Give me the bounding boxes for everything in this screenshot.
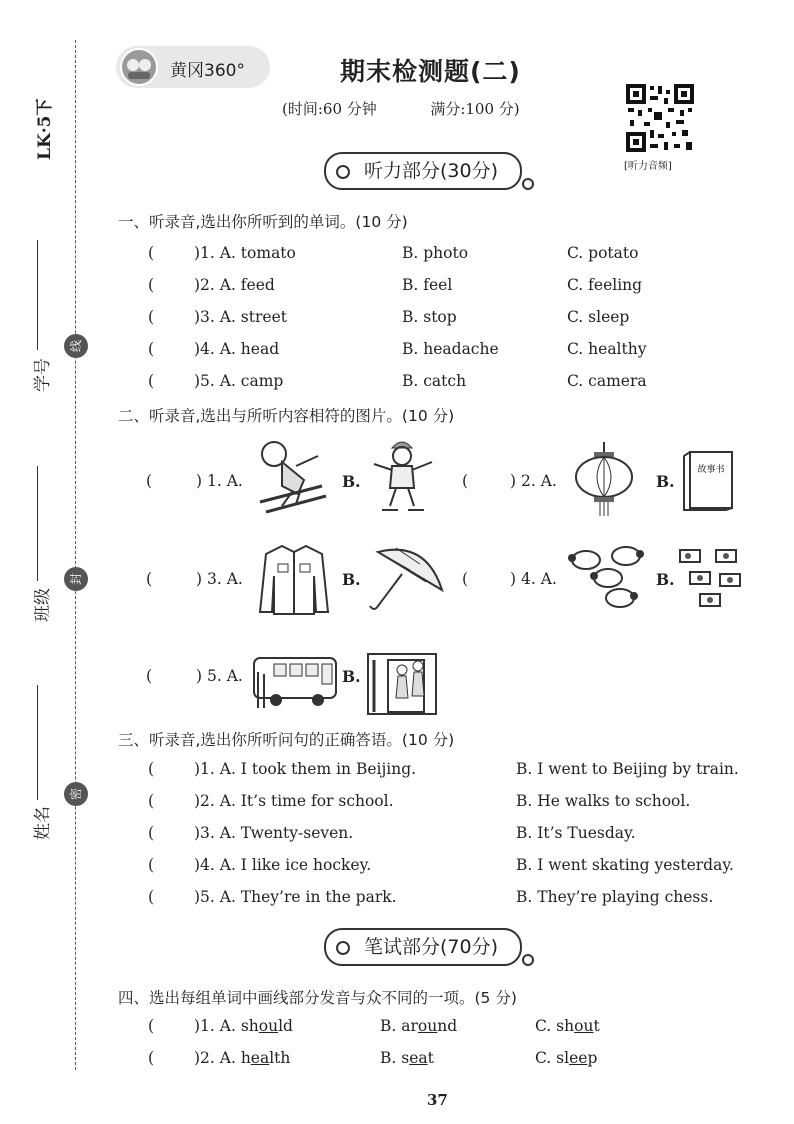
- umbrella-image: [366, 540, 446, 620]
- lantern-image: [572, 440, 636, 522]
- q4-heading: 四、选出每组单词中画线部分发音与众不同的一项。(5 分): [118, 989, 517, 1007]
- brand-logo-icon: [120, 48, 158, 86]
- listening-banner-text: 听力部分(30分): [364, 160, 499, 182]
- jacket-image: [256, 542, 332, 622]
- q3-heading: 三、听录音,选出你所听问句的正确答语。(10 分): [118, 731, 455, 749]
- exam-subtitle: [282, 98, 520, 119]
- name-label: 姓名: [33, 806, 53, 840]
- ring-tail-icon: [522, 178, 534, 190]
- seal-mark-feng: 封: [64, 567, 88, 591]
- ring-icon: [336, 941, 350, 955]
- q1-heading: 一、听录音,选出你所听到的单词。(10 分): [118, 213, 408, 231]
- writing-section-banner: [324, 928, 522, 966]
- class-blank: [37, 466, 38, 581]
- exam-time: (时间:60 分钟: [282, 100, 377, 118]
- seal-mark-mi: 密: [64, 782, 88, 806]
- cows-image: [676, 544, 746, 618]
- ring-tail-icon: [522, 954, 534, 966]
- book-code: LK·5下: [35, 98, 55, 160]
- q2-heading: 二、听录音,选出与所听内容相符的图片。(10 分): [118, 407, 455, 425]
- student-number-label: 学号: [33, 358, 53, 392]
- qr-code-icon[interactable]: [624, 82, 696, 154]
- qr-caption: [听力音频]: [624, 161, 672, 172]
- page-number: 37: [427, 1091, 448, 1109]
- binding-dashed-line: [75, 40, 76, 1070]
- exam-score: 满分:100 分): [430, 100, 520, 118]
- brand-text: 黄冈360°: [170, 61, 245, 81]
- skating-girl-image: [368, 436, 438, 520]
- svg-text:故事书: 故事书: [697, 465, 725, 475]
- student-number-blank: [37, 240, 38, 350]
- bus-image: [252, 652, 338, 714]
- ring-icon: [336, 165, 350, 179]
- skiing-boy-image: [252, 436, 328, 522]
- seal-mark-xian: 线: [64, 334, 88, 358]
- name-blank: [37, 685, 38, 800]
- exam-title: 期末检测题(二): [340, 57, 521, 86]
- sheep-image: [568, 544, 650, 614]
- listening-section-banner: [324, 152, 522, 190]
- writing-banner-text: 笔试部分(70分): [364, 936, 499, 958]
- class-label: 班级: [33, 588, 53, 622]
- brand-badge: [116, 46, 270, 88]
- story-book-image: [682, 450, 736, 516]
- train-station-image: [366, 650, 438, 720]
